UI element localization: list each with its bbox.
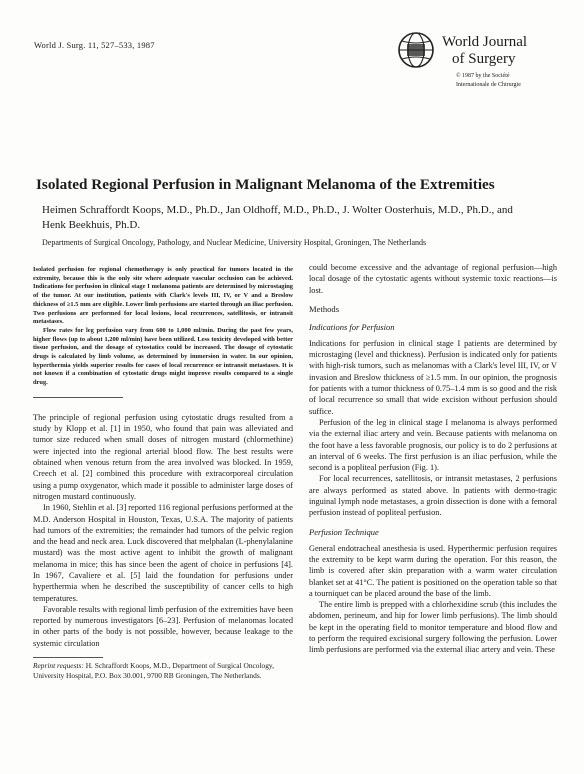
body-paragraph: The principle of regional perfusion using cytostatic drugs resulted from a study by Klopp et al. [1] in 1950, who found that pain was alleviated and tumor size reduced when small doses of nitrogen mustard (chlormethine) were injected into the regional arterial blood flow. The best results were obtained when venous return from the area involved was blocked. In 1959, Creech et al. [2] combined this procedure with extracorporeal circulation using a pump oxygenator, which made it possible to administer large doses of nitrogen mustard continuously. <box>33 412 293 501</box>
footnote-label: Reprint requests: <box>33 661 84 671</box>
affiliation: Departments of Surgical Oncology, Pathology, and Nuclear Medicine, University Hospital, Groningen, The Netherlands <box>42 238 427 247</box>
journal-citation: World J. Surg. 11, 527–533, 1987 <box>34 40 155 50</box>
body-paragraph: could become excessive and the advantage of regional perfusion—high local dosage of the cytostatic agents without systemic toxic reactions—is lost. <box>309 263 557 295</box>
abstract-paragraph: Flow rates for leg perfusion vary from 600 to 1,000 ml/min. During the past few years, higher flows (up to about 1,200 ml/min) have been utilized. Less toxicity developed with better tissue perfusion, and the dosage of cytostatics could be increased. The dosage of cytostatic drugs is calculated by limb volume, as determined by immersion in water. In our opinion, hyperthermia yields superior results for cases of local recurrence or intransit metastases. It is not known if a combination of cytostatic drugs might improve results compared to a single drug. <box>33 326 293 387</box>
abstract-paragraph: Isolated perfusion for regional chemotherapy is only practical for tumors located in the extremity, because this is the only site where adequate vascular occlusion can be achieved. Indications for perfusion in clinical stage I melanoma patients are determined by microstaging of the tumor. At our institution, patients with Clark's levels III, IV, or V and a Breslow thickness of ≥1.5 mm are eligible. Lower limb perfusions are started through an iliac perfusion. Two perfusions are performed for local lesions, local recurrences, satellitosis, or intransit metastases. <box>33 266 293 326</box>
body-paragraph: In 1960, Stehlin et al. [3] reported 116 regional perfusions performed at the M.D. Anderson Hospital in Houston, Texas, U.S.A. The majority of patients had tumors of the extremities; the remainder had tumors of the pelvic region and the head and neck area. Luck discovered that melphalan (L-phenylalanine mustard) was the most active agent to inhibit the growth of malignant melanoma in mice; this has since been the agent of choice in perfusions [4]. In 1967, Cavaliere et al. [5] laid the foundation for perfusions under hyperthermia when he described the susceptibility of cancer cells to high temperatures. <box>33 503 293 603</box>
body-paragraph: Indications for perfusion in clinical stage I patients are determined by microstaging (level and thickness). Perfusion is indicated only for patients with high-risk tumors, such as melanomas with a Clark's level III, IV, or V invasion and Breslow thickness of ≥1.5 mm. In our opinion, the prognosis for patients with a tumor thickness of 0.75–1.4 mm is so good and the risk of local recurrence so small that wide excision without perfusion should suffice. <box>309 338 557 416</box>
journal-name: World Journal <box>442 34 528 50</box>
publisher-line-2: Internationale de Chirurgie <box>456 82 521 88</box>
body-paragraph: Perfusion of the leg in clinical stage I melanoma is always performed via the external iliac artery and vein. Because patients with melanoma on the foot have a less favorable prognosis, our policy is to do 2 perfusions at an interval of 6 weeks. The first perfusion is an iliac perfusion, while the second is a popliteal perfusion (Fig. 1). <box>309 417 557 473</box>
journal-logo <box>394 30 554 100</box>
body-paragraph: For local recurrences, satellitosis, or intransit metastases, 2 perfusions are always performed as stated above. In patients with dermo-tragic inguinal lymph node metastases, a groin dissection is done with a femoral perfusion instead of popliteal perfusion. <box>309 474 557 518</box>
reprint-footnote <box>33 661 293 680</box>
body-paragraph: The entire limb is prepped with a chlorhexidine scrub (this includes the abdomen, perineum, and hip for lower limb perfusions). The limb should be kept in the operating field to monitor temperature and blood flow and to perform the required excisional surgery following the perfusion. Lower limb perfusions are performed via the external iliac artery and vein. These <box>309 600 557 655</box>
author-list: Heimen Schraffordt Koops, M.D., Ph.D., Jan Oldhoff, M.D., Ph.D., J. Wolter Oosterhuis, M.D., Ph.D., and Henk Beekhuis, Ph.D. <box>42 204 513 231</box>
article-title: Isolated Regional Perfusion in Malignant Melanoma of the Extremities <box>36 176 495 193</box>
footnote-divider <box>33 657 103 658</box>
publisher-line: © 1987 by the Société <box>456 73 510 79</box>
footnote-text: H. Schraffordt Koops, M.D., Department of Surgical Oncology, University Hospital, P.O. Box 30.001, 9700 RB Groningen, The Netherlands. <box>33 661 274 680</box>
section-heading: Methods <box>309 303 340 314</box>
globe-icon <box>396 30 436 70</box>
body-paragraph: Favorable results with regional limb perfusion of the extremities have been reported by numerous investigators [6–23]. Perfusion of melanomas located in other parts of the body is not possible, however, because leakage to the systemic circulation <box>33 604 293 648</box>
journal-name-line2: of Surgery <box>452 51 516 67</box>
right-column <box>309 262 557 656</box>
body-paragraph: General endotracheal anesthesia is used. Hyperthermic perfusion requires the extremity to be kept warm during the operation. For this reason, the limb is covered after skin preparation with a warm water circulation blanket set at 41°C. The patient is positioned on the operation table so that a tourniquet can be placed around the base of the limb. <box>309 543 557 598</box>
subsection-heading: Indications for Perfusion <box>309 321 395 332</box>
left-column <box>33 266 293 680</box>
subsection-heading: Perfusion Technique <box>309 526 379 537</box>
